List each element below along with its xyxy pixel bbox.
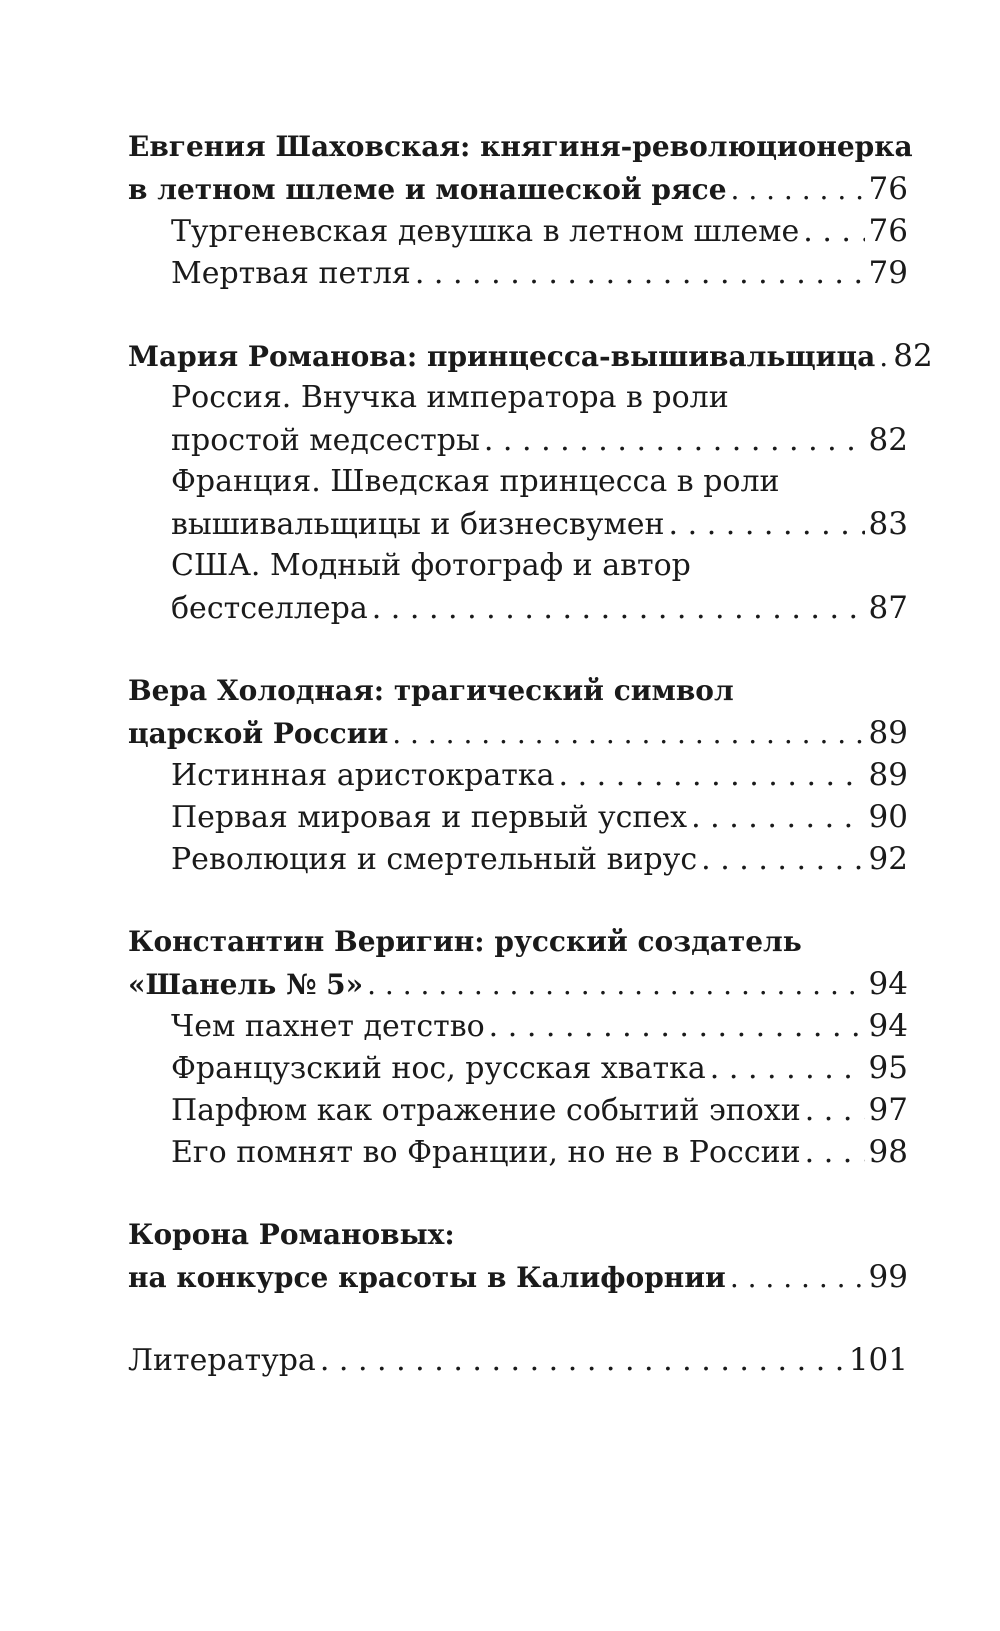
section-title[interactable]: Корона Романовых:	[128, 1214, 908, 1256]
dot-leader	[415, 253, 865, 295]
toc-entry[interactable]: Чем пахнет детство . . . 94	[128, 1005, 908, 1047]
page-number: 98	[868, 1134, 908, 1170]
page-number: 101	[848, 1342, 908, 1378]
dot-leader	[392, 713, 864, 755]
literature-entry[interactable]: Литература . . . 101	[128, 1339, 908, 1381]
page-number: 95	[868, 1050, 908, 1086]
dot-leader	[372, 588, 865, 630]
section-title[interactable]: Константин Веригин: русский создатель	[128, 921, 908, 963]
dot-leader	[701, 839, 864, 881]
section-title[interactable]: Евгения Шаховская: княгиня-революционерка	[128, 126, 908, 168]
toc-entry[interactable]: Первая мировая и первый успех . . . 90	[128, 796, 908, 838]
dot-leader	[367, 964, 864, 1006]
page-number: 94	[868, 1008, 908, 1044]
dot-leader	[710, 1048, 865, 1090]
section-title-entry[interactable]: в летном шлеме и монашеской рясе . . . 76	[128, 168, 908, 210]
toc-entry-line[interactable]: США. Модный фотограф и автор	[128, 545, 908, 587]
toc-entry[interactable]: Истинная аристократка . . . 89	[128, 754, 908, 796]
section-spacer	[128, 1298, 908, 1339]
section-spacer	[128, 880, 908, 921]
section-title-entry[interactable]: царской России . . . 89	[128, 712, 908, 754]
toc-entry[interactable]: Его помнят во Франции, но не в России . . . 98	[128, 1131, 908, 1173]
section-title-entry[interactable]: на конкурсе красоты в Калифорнии . . . 99	[128, 1256, 908, 1298]
page-number: 87	[868, 590, 908, 626]
page-number: 97	[868, 1092, 908, 1128]
toc-entry[interactable]: Тургеневская девушка в летном шлеме . . . 76	[128, 210, 908, 252]
page-number: 76	[868, 213, 908, 249]
page-number: 99	[868, 1259, 908, 1295]
toc-entry-line[interactable]: Франция. Шведская принцесса в роли	[128, 461, 908, 503]
dot-leader	[559, 755, 865, 797]
dot-leader	[805, 1132, 865, 1174]
page-number: 82	[893, 338, 933, 374]
toc-entry[interactable]: Парфюм как отражение событий эпохи . . . 97	[128, 1089, 908, 1131]
table-of-contents	[128, 126, 933, 1381]
dot-leader	[489, 1006, 865, 1048]
dot-leader	[803, 211, 864, 253]
page-number: 82	[868, 422, 908, 458]
toc-section	[128, 335, 933, 629]
toc-entry[interactable]: Французский нос, русская хватка . . . 95	[128, 1047, 908, 1089]
page-number: 89	[868, 757, 908, 793]
dot-leader	[691, 797, 864, 839]
toc-entry-line[interactable]: Россия. Внучка императора в роли	[128, 377, 908, 419]
page-number: 90	[868, 799, 908, 835]
page-number: 94	[868, 966, 908, 1002]
dot-leader	[805, 1090, 865, 1132]
page-number: 89	[868, 715, 908, 751]
dot-leader	[730, 1257, 865, 1299]
page-number: 79	[868, 255, 908, 291]
toc-entry[interactable]: вышивальщицы и бизнесвумен . . . 83	[128, 503, 908, 545]
dot-leader	[320, 1340, 845, 1382]
toc-entry[interactable]: Мертвая петля . . . 79	[128, 252, 908, 294]
page-number: 92	[868, 841, 908, 877]
section-spacer	[128, 1173, 908, 1214]
toc-entry[interactable]: Революция и смертельный вирус . . . 92	[128, 838, 908, 880]
section-spacer	[128, 294, 908, 335]
dot-leader	[731, 169, 865, 211]
section-title-entry[interactable]: Мария Романова: принцесса-вышивальщица . . . 82	[128, 335, 908, 377]
toc-section	[128, 126, 913, 294]
toc-entry[interactable]: простой медсестры . . . 82	[128, 419, 908, 461]
page-number: 83	[868, 506, 908, 542]
dot-leader	[669, 504, 865, 546]
dot-leader	[484, 420, 865, 462]
toc-entry[interactable]: бестселлера . . . 87	[128, 587, 908, 629]
toc-section	[128, 1214, 908, 1298]
section-title-entry[interactable]: «Шанель № 5» . . . 94	[128, 963, 908, 1005]
section-title[interactable]: Вера Холодная: трагический символ	[128, 670, 908, 712]
page-number: 76	[868, 171, 908, 207]
toc-section	[128, 670, 908, 880]
section-spacer	[128, 629, 908, 670]
dot-leader	[879, 336, 889, 378]
toc-section	[128, 921, 908, 1173]
